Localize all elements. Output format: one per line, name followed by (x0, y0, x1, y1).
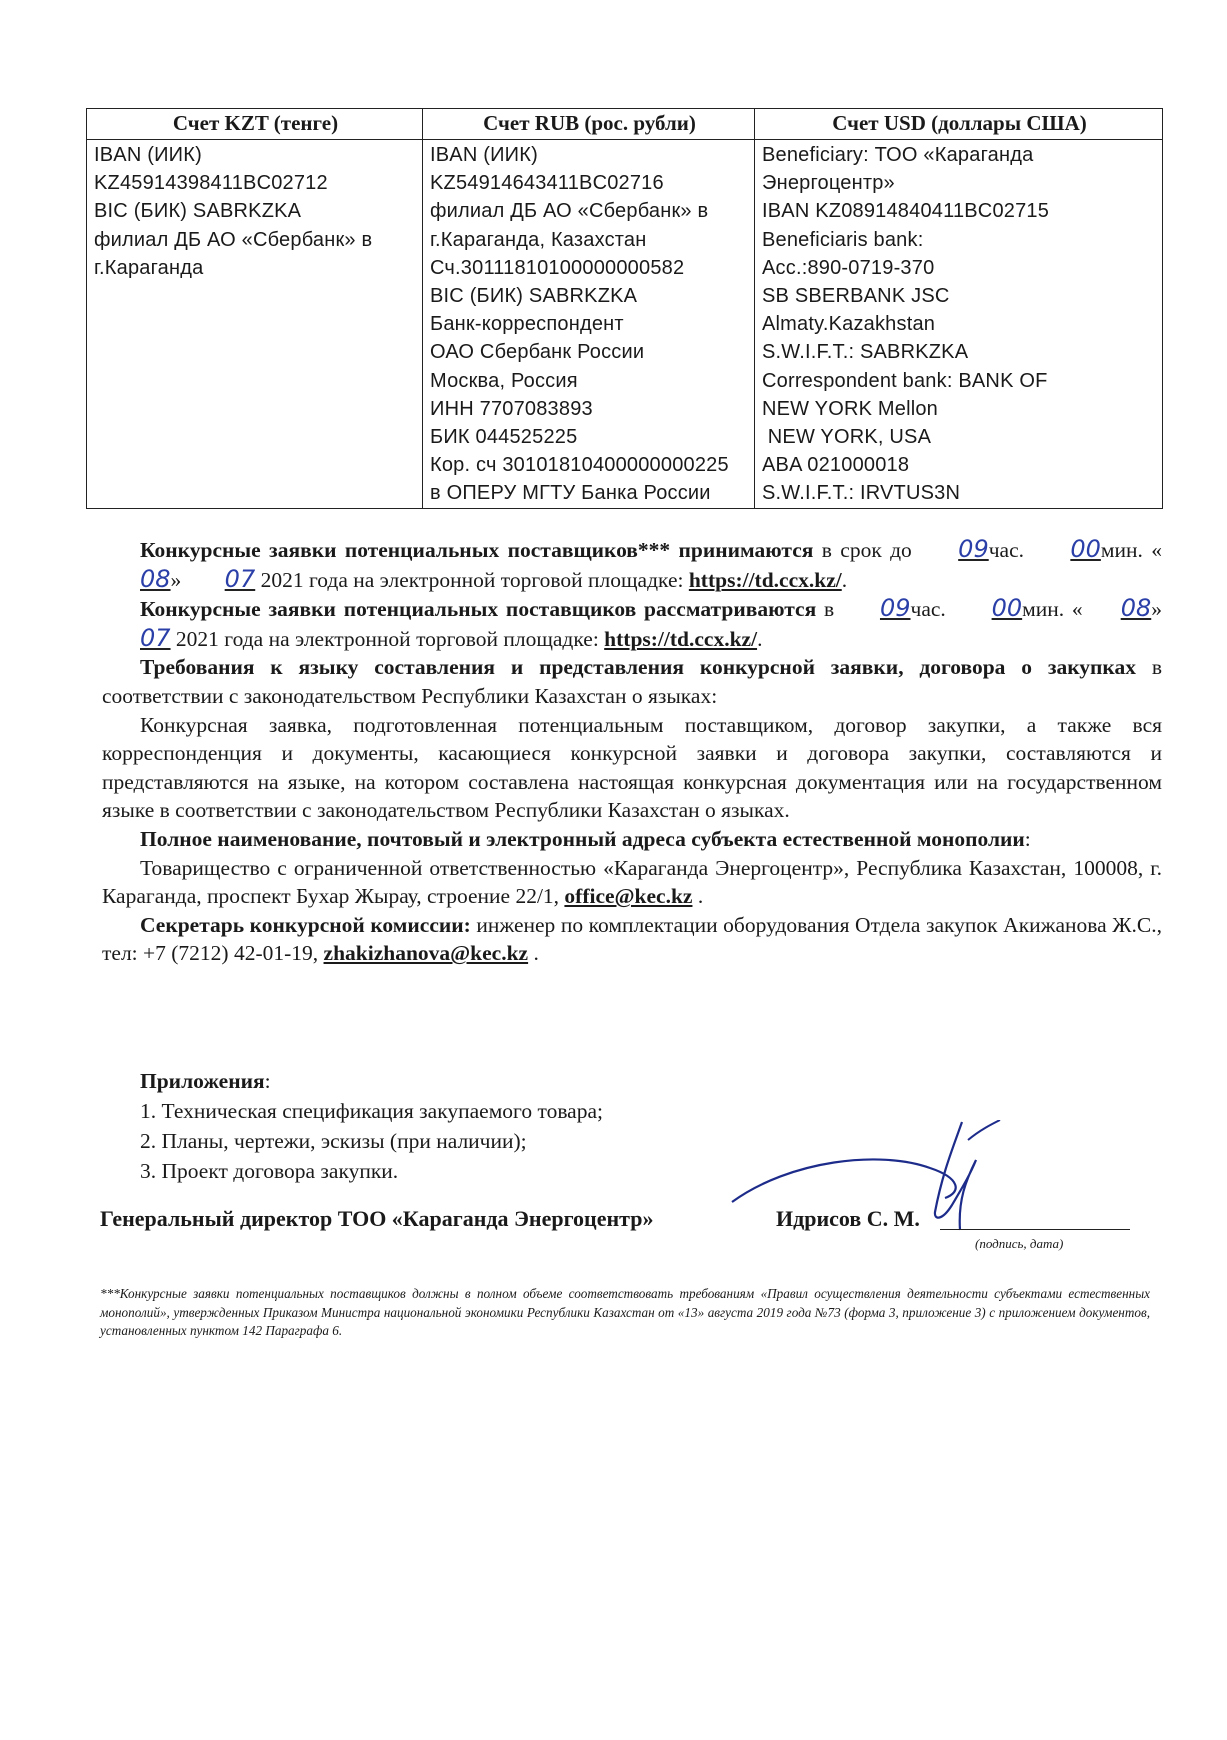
text-fragment: . (757, 626, 763, 651)
usd-line: ABA 021000018 (762, 454, 910, 477)
cell-kzt (87, 140, 423, 509)
text-fragment: мин. « (1100, 538, 1162, 562)
text-fragment: 2021 года на электронной торговой площадке: (255, 567, 689, 592)
text-fragment: мин. « (1022, 597, 1083, 622)
cell-rub (423, 140, 755, 509)
appendix-title-text: Приложения (140, 1069, 265, 1093)
text-fragment: в соответствии с законодательством Республики Казахстан о языках: (102, 655, 1162, 708)
text-fragment: : (264, 1069, 271, 1093)
submission-heading: Конкурсные заявки потенциальных поставщиков*** принимаются (140, 538, 814, 562)
text-fragment: : (1024, 826, 1031, 851)
list-item: 2. Планы, чертежи, эскизы (при наличии); (140, 1129, 527, 1153)
list-item: 1. Техническая спецификация закупаемого товара; (140, 1099, 603, 1123)
rub-line: IBAN (ИИК) (430, 144, 538, 166)
office-email-link[interactable]: office@kec.kz (564, 884, 693, 909)
review-heading: Конкурсные заявки потенциальных поставщиков рассматриваются (140, 597, 817, 622)
review-time-paragraph (102, 594, 1162, 653)
director-title: Генеральный директор ТОО «Караганда Энергоцентр» (100, 1206, 654, 1231)
text-fragment: . (841, 567, 848, 592)
text-fragment: » (1151, 597, 1162, 622)
secretary-heading: Секретарь конкурсной комиссии: (140, 912, 471, 937)
rub-line: филиал ДБ АО «Сбербанк» в (430, 200, 709, 223)
rub-line: ОАО Сбербанк России (430, 341, 645, 364)
body-text (102, 535, 1162, 968)
director-name: Идрисов С. М. (776, 1206, 920, 1231)
rub-line: Москва, Россия (430, 369, 578, 392)
kzt-line: KZ45914398411BC02712 (94, 172, 328, 195)
appendix-title (140, 1066, 603, 1096)
rub-line: Сч.30111810100000000582 (430, 256, 685, 279)
kzt-line: г.Караганда (94, 256, 204, 279)
trading-platform-link[interactable]: https://td.ccx.kz/ (688, 567, 842, 592)
usd-line: Beneficiaris bank: (762, 228, 924, 251)
rub-line: BIC (БИК) SABRKZKA (430, 285, 638, 308)
kzt-line: филиал ДБ АО «Сбербанк» в (94, 228, 373, 251)
secretary-paragraph (102, 911, 1162, 968)
text-fragment: . (692, 884, 704, 909)
usd-line: Энергоцентр» (762, 172, 895, 195)
table-row (87, 140, 1163, 509)
language-requirements-paragraph (102, 653, 1162, 710)
handwritten-month: 07 (140, 623, 171, 652)
table-header-row (87, 109, 1163, 140)
kzt-line: BIC (БИК) SABRKZKA (94, 200, 302, 223)
monopoly-heading: Полное наименование, почтовый и электронный адреса субъекта естественной монополии (140, 826, 1025, 851)
text-fragment: час. (988, 538, 1033, 562)
header-usd: Счет USD (доллары США) (755, 109, 1163, 140)
list-item: 3. Проект договора закупки. (140, 1159, 399, 1183)
usd-line: Acc.:890-0719-370 (762, 256, 935, 279)
secretary-email-link[interactable]: zhakizhanova@kec.kz (323, 941, 529, 966)
usd-line: S.W.I.F.T.: SABRKZKA (762, 341, 969, 364)
trading-platform-link[interactable]: https://td.ccx.kz/ (604, 626, 758, 651)
handwritten-minute: 00 (1070, 535, 1101, 563)
handwritten-minute: 00 (991, 594, 1023, 623)
signature-line (940, 1229, 1130, 1230)
usd-line: Correspondent bank: BANK OF (762, 369, 1048, 392)
handwritten-day: 08 (140, 564, 171, 593)
handwritten-day: 08 (1120, 594, 1152, 623)
text-fragment: . (528, 941, 539, 966)
rub-line: Кор. сч 30101810400000000225 (430, 454, 729, 477)
usd-line: NEW YORK, USA (762, 426, 932, 449)
text-fragment: в (816, 597, 842, 622)
cell-usd (755, 140, 1163, 509)
submission-deadline-paragraph (102, 535, 1162, 594)
usd-line: IBAN KZ08914840411BC02715 (762, 200, 1050, 223)
usd-line: NEW YORK Mellon (762, 397, 939, 420)
language-details-paragraph: Конкурсная заявка, подготовленная потенциальным поставщиком, договор закупки, а также вся корреспонденция и документы, касающиеся конкурсной заявки и договора закупки, составляются и представляются на языке, на котором составлена настоящая конкурсная документация или на государственном языке в соответствии с законодательством Республики Казахстан о языках. (102, 712, 1162, 823)
header-rub: Счет RUB (рос. рубли) (423, 109, 755, 140)
rub-line: г.Караганда, Казахстан (430, 228, 647, 251)
rub-line: ИНН 7707083893 (430, 397, 593, 420)
text-fragment: Товарищество с ограниченной ответственностью «Караганда Энергоцентр», Республика Казахстан, 100008, г. Караганда, проспект Бухар Жырау, строение 22/1, (102, 855, 1162, 909)
text-fragment: инженер по комплектации оборудования Отдела закупок Акижанова Ж.С., тел: +7 (7212) 42-01-19, (102, 912, 1162, 966)
rub-line: БИК 044525225 (430, 426, 578, 449)
handwritten-hour: 09 (958, 535, 989, 563)
usd-line: Almaty.Kazakhstan (762, 313, 936, 336)
text-fragment: час. (910, 597, 954, 622)
monopoly-name-paragraph (102, 825, 1162, 854)
handwritten-month: 07 (224, 564, 256, 593)
language-heading: Требования к языку составления и представления конкурсной заявки, договора о закупках (140, 655, 1136, 680)
company-address-paragraph (102, 854, 1162, 911)
signature-caption: (подпись, дата) (975, 1236, 1064, 1251)
rub-line: в ОПЕРУ МГТУ Банка России (430, 482, 711, 505)
header-kzt: Счет KZT (тенге) (87, 109, 423, 140)
usd-line: S.W.I.F.T.: IRVTUS3N (762, 482, 961, 505)
appendix-list (140, 1066, 603, 1186)
usd-line: Beneficiary: ТОО «Караганда (762, 144, 1034, 166)
usd-line: SB SBERBANK JSC (762, 285, 950, 308)
rub-line: Банк-корреспондент (430, 313, 624, 336)
kzt-line: IBAN (ИИК) (94, 144, 202, 166)
rub-line: KZ54914643411BC02716 (430, 172, 664, 195)
footnote: ***Конкурсные заявки потенциальных поставщиков должны в полном объеме соответствовать требованиям «Правил осуществления деятельности субъектами естественных монополий», утвержденных Приказом Министра национальной экономики Республики Казахстан от «13» августа 2019 года №73 (форма 3, приложение 3) с приложением документов, установленных пунктом 142 Параграфа 6. (100, 1286, 1150, 1338)
text-fragment: 2021 года на электронной торговой площадке: (170, 626, 605, 651)
text-fragment: » (170, 567, 187, 592)
text-fragment: в срок до (813, 538, 921, 562)
bank-accounts-table (86, 108, 1163, 509)
handwritten-hour: 09 (879, 594, 911, 623)
